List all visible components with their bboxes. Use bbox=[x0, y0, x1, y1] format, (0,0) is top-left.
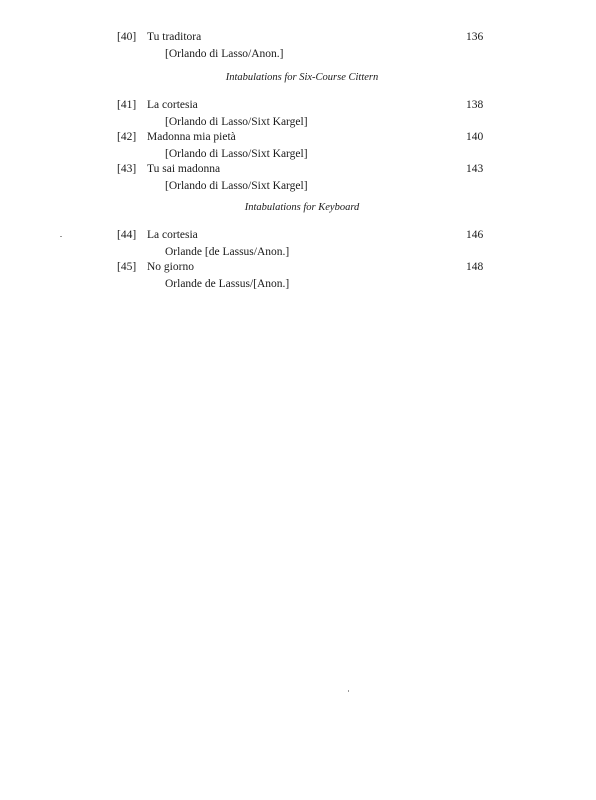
entry-number: [41] bbox=[117, 99, 137, 111]
list-item bbox=[0, 128, 596, 160]
entry-composer: [Orlando di Lasso/Anon.] bbox=[165, 48, 284, 60]
entry-composer: Orlande [de Lassus/Anon.] bbox=[165, 246, 290, 258]
entry-number: [45] bbox=[117, 261, 137, 273]
entry-number: [43] bbox=[117, 163, 137, 175]
scan-speck bbox=[60, 236, 62, 237]
list-item bbox=[0, 96, 596, 128]
entry-page-number: 136 bbox=[466, 31, 484, 43]
entry-composer: [Orlando di Lasso/Sixt Kargel] bbox=[165, 116, 308, 128]
entry-title: La cortesia bbox=[147, 99, 198, 111]
list-item bbox=[0, 160, 596, 198]
entry-number: [40] bbox=[117, 31, 137, 43]
entry-title: Tu sai madonna bbox=[147, 163, 221, 175]
contents-list bbox=[0, 28, 596, 298]
entry-title: Madonna mia pietà bbox=[147, 131, 236, 143]
list-item bbox=[0, 226, 596, 258]
entry-page-number: 148 bbox=[466, 261, 484, 273]
entry-composer: Orlande de Lassus/[Anon.] bbox=[165, 278, 290, 290]
list-item bbox=[0, 28, 596, 68]
scan-speck bbox=[348, 690, 349, 692]
entry-page-number: 138 bbox=[466, 99, 484, 111]
section-heading: Intabulations for Six-Course Cittern bbox=[225, 72, 379, 83]
section-heading: Intabulations for Keyboard bbox=[244, 202, 360, 213]
entry-title: No giorno bbox=[147, 261, 194, 273]
entry-title: La cortesia bbox=[147, 229, 198, 241]
entry-composer: [Orlando di Lasso/Sixt Kargel] bbox=[165, 180, 308, 192]
entry-composer: [Orlando di Lasso/Sixt Kargel] bbox=[165, 148, 308, 160]
entry-page-number: 140 bbox=[466, 131, 484, 143]
entry-number: [42] bbox=[117, 131, 137, 143]
entry-page-number: 143 bbox=[466, 163, 484, 175]
list-item bbox=[0, 258, 596, 298]
entry-number: [44] bbox=[117, 229, 137, 241]
entry-page-number: 146 bbox=[466, 229, 484, 241]
entry-title: Tu traditora bbox=[147, 31, 202, 43]
